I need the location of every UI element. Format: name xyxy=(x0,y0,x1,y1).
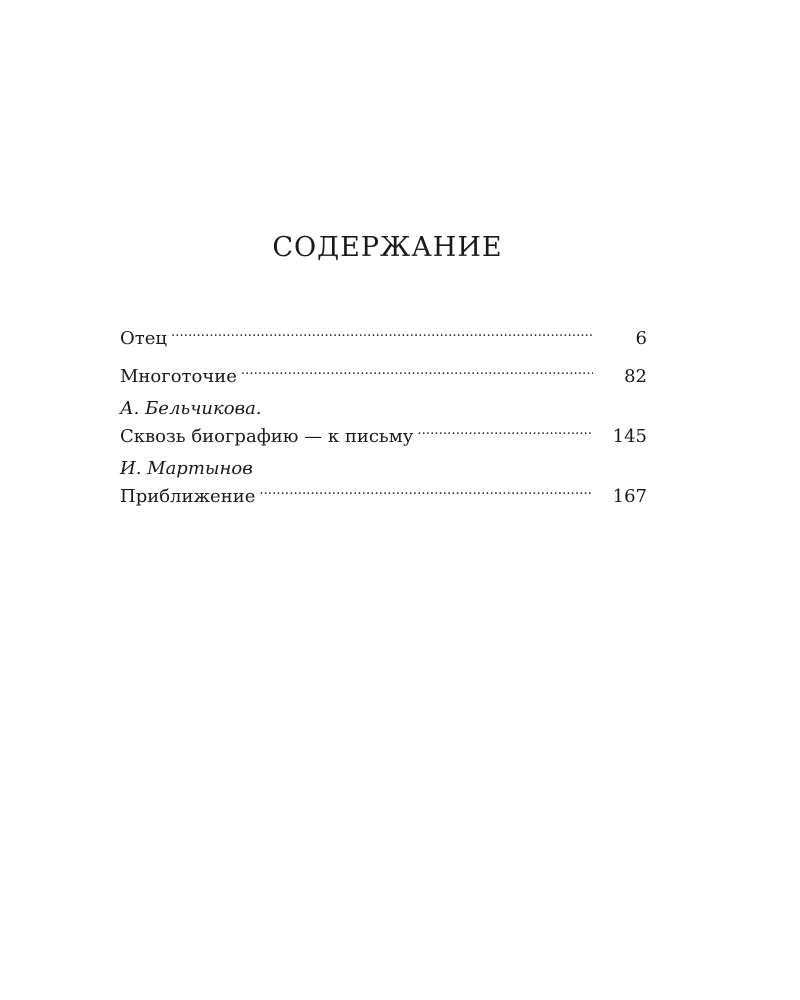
dot-leader xyxy=(171,322,593,344)
toc-line xyxy=(120,360,647,387)
toc-line xyxy=(120,420,647,447)
toc-entry-author: А. Бельчикова. xyxy=(120,398,262,419)
toc-entry-title: Сквозь биографию — к письму xyxy=(120,426,414,447)
table-of-contents xyxy=(120,322,647,507)
toc-entry-title: Приближение xyxy=(120,486,256,507)
dot-leader xyxy=(417,420,593,442)
dot-leader xyxy=(241,360,593,382)
toc-entry xyxy=(120,458,647,507)
page-title: СОДЕРЖАНИЕ xyxy=(272,232,503,263)
toc-page-number: 6 xyxy=(635,328,647,349)
toc-line xyxy=(120,480,647,507)
dot-leader xyxy=(259,480,593,502)
toc-entry xyxy=(120,360,647,387)
toc-page-number: 167 xyxy=(612,486,647,507)
toc-page-number: 82 xyxy=(624,366,647,387)
toc-entry-title: Многоточие xyxy=(120,366,237,387)
toc-line xyxy=(120,322,647,349)
toc-page-number: 145 xyxy=(612,426,647,447)
toc-entry-title: Отец xyxy=(120,328,167,349)
toc-entry-author: И. Мартынов xyxy=(120,458,253,479)
toc-entry xyxy=(120,398,647,447)
toc-entry xyxy=(120,322,647,349)
